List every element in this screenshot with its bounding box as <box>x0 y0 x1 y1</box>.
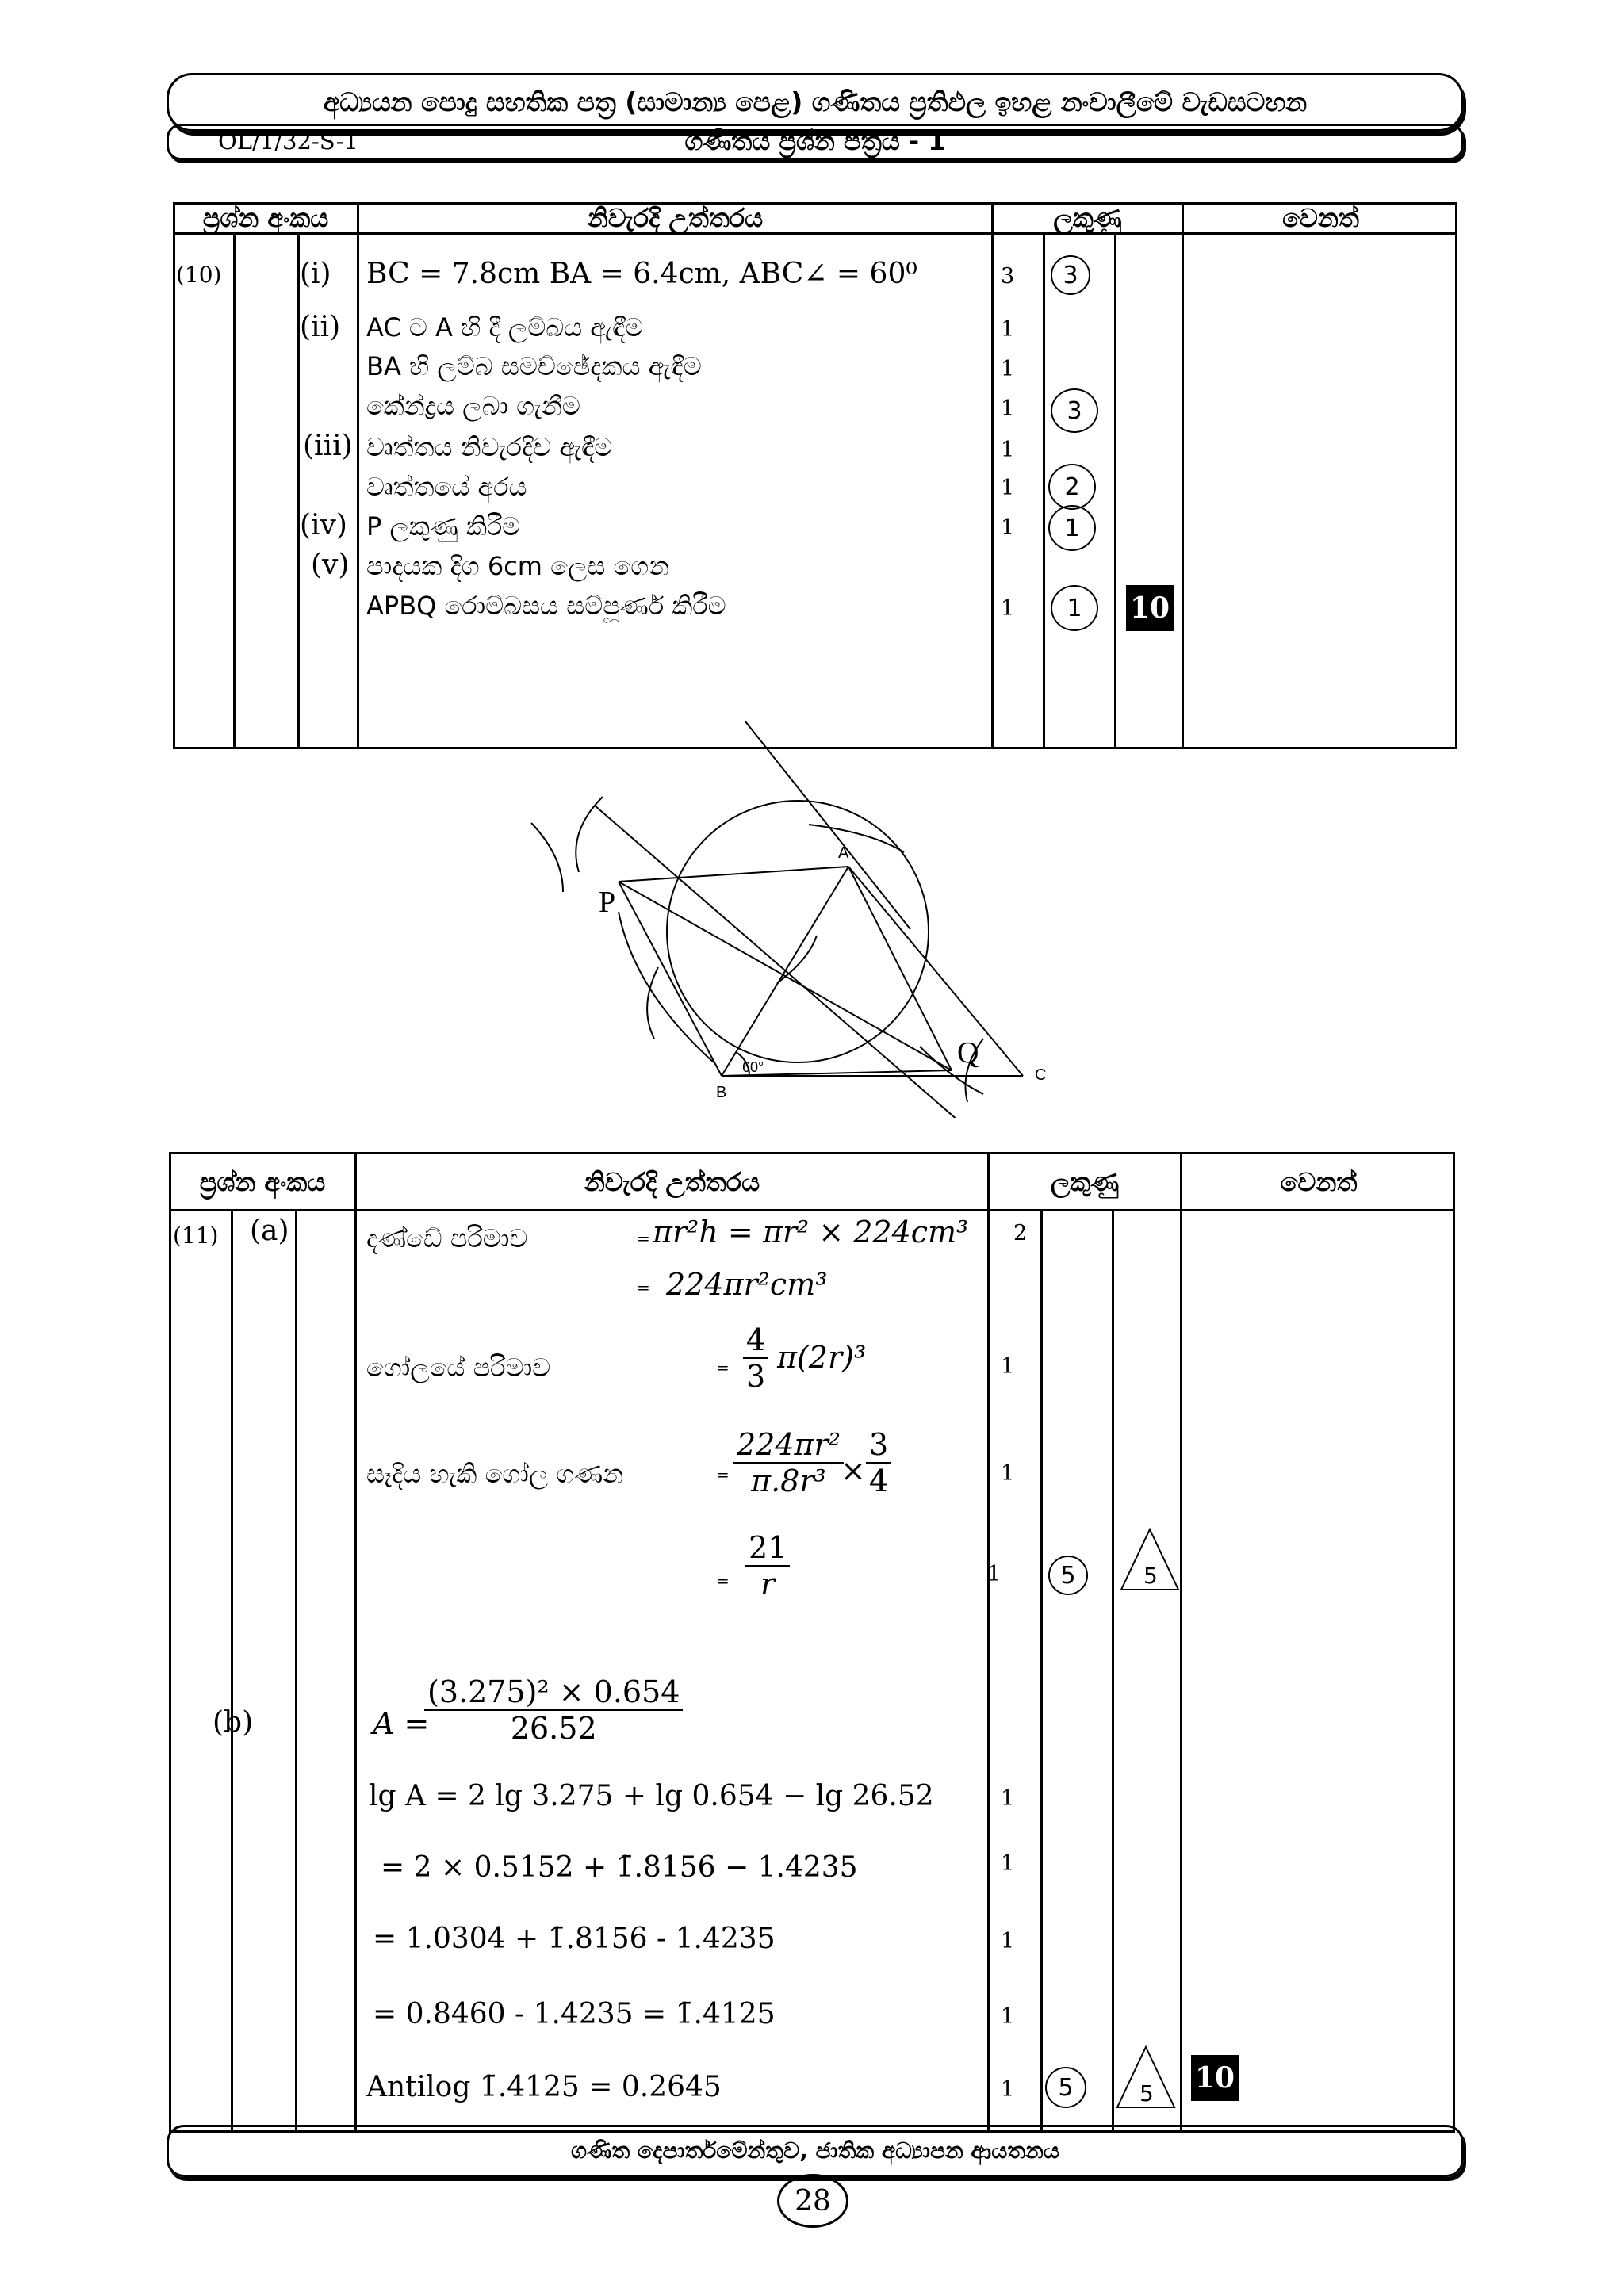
fraction-denominator: π.8r³ <box>751 1464 826 1498</box>
answer-line: AC ට A හි දී ලම්බය ඇඳීම <box>366 312 644 342</box>
mark-value: 1 <box>1001 396 1015 421</box>
fraction-denominator: r <box>760 1567 776 1601</box>
construction-diagram <box>476 706 1078 1118</box>
line-ac-tangent <box>745 721 910 929</box>
header-question-no: ප්‍රශ්න අංකය <box>202 203 329 233</box>
equals-sign: = <box>716 1571 730 1590</box>
column-divider <box>357 202 359 749</box>
fraction-numerator: 224πr² <box>733 1427 844 1464</box>
answer-line: පාදයක දිග 6cm ලෙස ගෙන <box>366 551 670 581</box>
answer-line: P ලකුණු කිරීම <box>366 511 521 541</box>
construction-arc <box>619 912 714 1062</box>
equals-sign: = <box>716 1358 730 1377</box>
mark-circle: 1 <box>1048 505 1096 551</box>
header-answer: නිවැරදි උත්තරය <box>587 203 764 233</box>
formula-lhs: A = <box>373 1706 430 1741</box>
total-marks-box: 10 <box>1126 585 1174 631</box>
mark-triangle <box>1118 1526 1182 1594</box>
triangle-mark-value: 5 <box>1139 2080 1154 2107</box>
mark-value: 1 <box>1001 1786 1015 1811</box>
log-step: Antilog 1̄.4125 = 0.2645 <box>366 2071 722 2103</box>
part-label: (i) <box>300 258 331 290</box>
mark-circle: 3 <box>1051 388 1098 433</box>
log-step: lg A = 2 lg 3.275 + lg 0.654 − lg 26.52 <box>369 1780 934 1812</box>
column-divider <box>354 1152 357 2133</box>
total-marks-box: 10 <box>1191 2055 1239 2101</box>
header-marks: ලකුණු <box>1053 203 1122 233</box>
column-divider <box>991 202 994 749</box>
column-divider <box>1112 1209 1114 2133</box>
mark-circle: 5 <box>1048 1556 1088 1595</box>
mark-value: 1 <box>1001 1929 1015 1954</box>
fraction-denominator: 3 <box>746 1359 766 1394</box>
fraction-result <box>745 1530 790 1601</box>
header-answer: නිවැරදි උත්තරය <box>584 1167 760 1197</box>
mark-value: 1 <box>1001 357 1015 381</box>
mark-triangle <box>1114 2044 1178 2111</box>
header-question-no: ප්‍රශ්න අංකය <box>199 1167 326 1197</box>
equals-sign: = <box>637 1278 650 1297</box>
mark-value: 2 <box>1013 1221 1028 1246</box>
log-step: = 2 × 0.5152 + 1̄.8156 − 1.4235 <box>381 1851 858 1884</box>
construction-arc <box>647 967 658 1039</box>
mark-circle: 2 <box>1048 464 1096 510</box>
log-step: = 1.0304 + 1̄.8156 - 1.4235 <box>373 1923 776 1955</box>
mark-value: 1 <box>1001 317 1015 342</box>
answer-line: වෘත්තය නිවැරදිව ඇඳීම <box>366 432 613 462</box>
column-divider <box>231 1209 233 2133</box>
mark-circle: 3 <box>1051 255 1090 295</box>
document-title: අධ්‍යයන පොදු සහතික පත්‍ර (සාමාන්‍ය පෙළ) ගණිතය ප්‍රතිඵල ඉහළ නංවාලීමේ වැඩසටහන <box>323 86 1308 117</box>
column-divider <box>297 232 300 749</box>
table-header-divider <box>169 1209 1455 1211</box>
times-sign: × <box>841 1453 866 1488</box>
answer-line: BC = 7.8cm BA = 6.4cm, ABC∠ = 60⁰ <box>366 258 917 290</box>
antilog-fraction <box>424 1674 683 1746</box>
answer-line: APBQ රොම්බසය සම්පූර්ණ කිරීම <box>366 591 726 621</box>
point-a-label: A <box>838 844 849 862</box>
fraction-numerator: 4 <box>743 1322 768 1359</box>
mark-value: 3 <box>1001 264 1015 289</box>
fraction-denominator: 26.52 <box>510 1711 597 1746</box>
column-divider <box>987 1152 990 2133</box>
mark-value: 1 <box>1001 515 1015 540</box>
column-divider <box>1180 1152 1182 2133</box>
line-pa <box>619 867 848 882</box>
question-number: (10) <box>176 262 222 288</box>
paper-code: OL/1/32-S-1 <box>218 128 358 155</box>
answer-line: BA හි ලම්බ සමච්ඡේදකය ඇඳීම <box>366 351 702 381</box>
question-number: (11) <box>173 1223 219 1249</box>
header-other: වෙනත් <box>1280 1167 1358 1197</box>
mark-value: 1 <box>1001 1354 1015 1379</box>
mark-value: 1 <box>1001 2077 1015 2102</box>
column-divider <box>1114 232 1116 749</box>
answer-label: සෑදිය හැකි ගෝල ගණන <box>366 1459 624 1489</box>
column-divider <box>295 1209 297 2133</box>
fraction-numerator: 21 <box>745 1530 790 1567</box>
mark-value: 1 <box>1001 1461 1015 1486</box>
sphere-volume-formula: π(2r)³ <box>777 1340 867 1375</box>
mark-circle: 5 <box>1045 2067 1086 2108</box>
cylinder-volume-result: 224πr²cm³ <box>666 1267 828 1302</box>
fraction-denominator: 4 <box>869 1464 889 1498</box>
part-label: (a) <box>250 1215 289 1247</box>
mark-value: 1 <box>1001 596 1015 621</box>
answer-line: වෘත්තයේ අරය <box>366 472 527 502</box>
mark-value: 1 <box>1001 476 1015 500</box>
header-marks: ලකුණු <box>1050 1167 1120 1197</box>
part-label: (iii) <box>303 430 353 462</box>
equals-sign: = <box>716 1465 730 1484</box>
part-label: (ii) <box>300 311 341 343</box>
mark-value: 1 <box>1001 438 1015 462</box>
column-divider <box>1040 1209 1043 2133</box>
column-divider <box>1182 202 1184 749</box>
point-p-label: P <box>599 886 616 919</box>
mark-circle: 1 <box>1051 585 1098 631</box>
fraction-numerator: 3 <box>866 1427 891 1464</box>
fraction-numerator: (3.275)² × 0.654 <box>424 1674 683 1711</box>
fraction-three-quarters <box>866 1427 891 1498</box>
log-step: = 0.8460 - 1.4235 = 1̄.4125 <box>373 1998 776 2030</box>
answer-label: දණ්ඩේ පරිමාව <box>366 1223 528 1253</box>
footer-banner <box>167 2125 1464 2177</box>
answer-line: කේන්ද්‍රය ලබා ගැනීම <box>366 391 580 421</box>
part-label: (v) <box>311 549 350 581</box>
line-ca <box>848 867 1023 1076</box>
cylinder-volume-formula: πr²h = πr² × 224cm³ <box>653 1215 969 1249</box>
point-q-label: Q <box>957 1036 979 1070</box>
triangle-mark-value: 5 <box>1143 1563 1158 1589</box>
column-divider <box>1043 232 1045 749</box>
footer-text: ගණිත දෙපාර්තමේන්තුව, ජාතික අධ්‍යාපන ආයතනය <box>571 2137 1059 2164</box>
mark-value: 1 <box>1001 2004 1015 2029</box>
fraction-cylinder-over-sphere <box>733 1427 844 1498</box>
header-other: වෙනත් <box>1282 203 1359 233</box>
mark-value: 1 <box>987 1562 1002 1586</box>
column-divider <box>233 232 236 749</box>
angle-label: 60° <box>742 1059 764 1075</box>
paper-subtitle-banner <box>167 124 1464 160</box>
page-number: 28 <box>777 2174 848 2228</box>
fraction-four-thirds <box>743 1322 768 1394</box>
equals-sign: = <box>637 1229 650 1248</box>
document-title-banner <box>167 73 1464 132</box>
answer-label: ගෝලයේ පරිමාව <box>366 1353 551 1383</box>
part-label: (iv) <box>300 509 347 541</box>
mark-value: 1 <box>1001 1851 1015 1876</box>
point-b-label: B <box>716 1084 727 1101</box>
part-label: (b) <box>213 1706 254 1739</box>
paper-name: ගණිතය ප්‍රශ්න පත්‍රය - 1 <box>684 126 946 156</box>
construction-arc <box>531 823 563 892</box>
point-c-label: C <box>1035 1066 1047 1084</box>
